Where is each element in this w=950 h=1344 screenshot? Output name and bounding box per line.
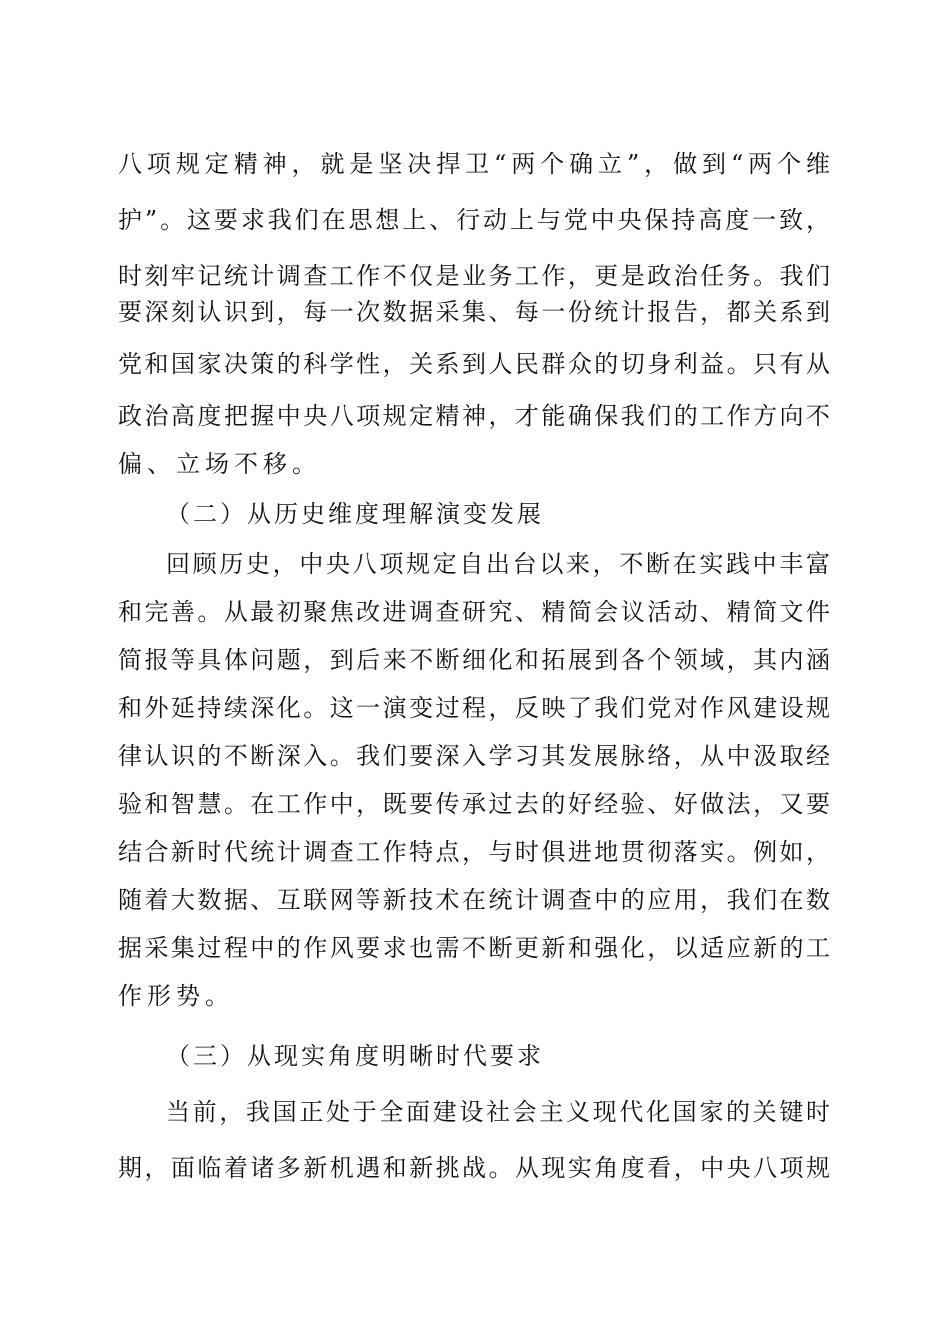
paragraph-2-line-5: 律认识的不断深入。我们要深入学习其发展脉络，从中汲取经 (118, 742, 830, 770)
paragraph-2-line-4: 和外延持续深化。这一演变过程，反映了我们党对作风建设规 (118, 694, 830, 722)
paragraph-3-line-2: 期，面临着诸多新机遇和新挑战。从现实角度看，中央八项规 (118, 1154, 830, 1182)
paragraph-2-line-6: 验和智慧。在工作中，既要传承过去的好经验、好做法，又要 (118, 790, 830, 818)
paragraph-1-line-4: 要深刻认识到，每一次数据采集、每一份统计报告，都关系到 (118, 298, 830, 326)
paragraph-2-line-10: 作形势。 (118, 982, 234, 1010)
paragraph-2-line-9: 据采集过程中的作风要求也需不断更新和强化，以适应新的工 (118, 934, 830, 962)
paragraph-1-line-1: 八项规定精神，就是坚决捍卫“两个确立”，做到“两个维 (118, 150, 830, 178)
paragraph-2-line-2: 和完善。从最初聚焦改进调查研究、精简会议活动、精简文件 (118, 598, 830, 626)
section-heading-2: （二）从历史维度理解演变发展 (166, 500, 544, 528)
paragraph-1-line-5: 党和国家决策的科学性，关系到人民群众的切身利益。只有从 (118, 350, 830, 378)
paragraph-2-line-1: 回顾历史，中央八项规定自出台以来，不断在实践中丰富 (166, 550, 830, 578)
paragraph-3-line-1: 当前，我国正处于全面建设社会主义现代化国家的关键时 (166, 1098, 830, 1126)
paragraph-1-line-6: 政治高度把握中央八项规定精神，才能确保我们的工作方向不 (118, 402, 830, 430)
paragraph-2-line-8: 随着大数据、互联网等新技术在统计调查中的应用，我们在数 (118, 886, 830, 914)
paragraph-2-line-7: 结合新时代统计调查工作特点，与时俱进地贯彻落实。例如， (118, 838, 830, 866)
paragraph-2-line-3: 简报等具体问题，到后来不断细化和拓展到各个领域，其内涵 (118, 646, 830, 674)
paragraph-1-line-7: 偏、立场不移。 (118, 450, 321, 478)
section-heading-3: （三）从现实角度明晰时代要求 (166, 1042, 544, 1070)
paragraph-1-line-3: 时刻牢记统计调查工作不仅是业务工作，更是政治任务。我们 (118, 262, 830, 290)
paragraph-1-line-2: 护”。这要求我们在思想上、行动上与党中央保持高度一致， (118, 206, 830, 234)
